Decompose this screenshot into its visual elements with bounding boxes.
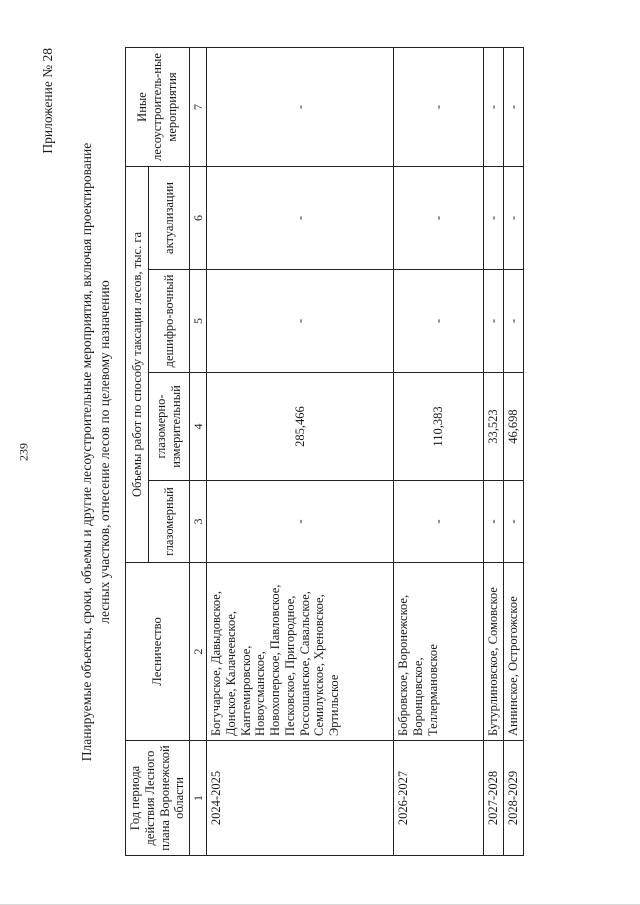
document-heading [78,42,113,862]
cell-actualization: - [394,166,484,269]
column-number: 7 [190,47,207,166]
header-year: Год периода действия Лесного плана Воронежской области [126,741,190,856]
column-numbers-row [190,47,207,855]
cell-visual: - [207,481,394,563]
cell-decoding: - [484,270,504,373]
heading-line-2: лесных участков, отнесение лесов по целевому назначению [96,280,112,624]
heading-line-1: Планируемые объекты, сроки, объемы и другие лесоустроительные мероприятия, включая проектирование [79,142,94,762]
table-row [207,47,394,855]
cell-other: - [394,47,484,166]
column-number: 3 [190,481,207,563]
cell-other: - [207,47,394,166]
column-number: 4 [190,373,207,481]
table-row [394,47,484,855]
cell-other: - [503,47,523,166]
table-row [503,47,523,855]
cell-year: 2024-2025 [207,741,394,856]
cell-actualization: - [484,166,504,269]
cell-actualization: - [207,166,394,269]
cell-visual: - [394,481,484,563]
column-number: 2 [190,563,207,741]
cell-year: 2026-2027 [394,741,484,856]
cell-decoding: - [207,270,394,373]
cell-forestry: Богучарское, Давыдовское, Донское, Калачеевское, Кантемировское, Новоусманское, Новохоперское, Павловское, Песковское, Пригородное, Россошанское, Савальское, Семилукское, Хреновское, Эртильское [207,563,394,741]
header-decoding: дешифро-вочный [149,270,190,373]
header-forestry: Лесничество [126,563,190,741]
page-number: 239 [16,443,31,461]
cell-year: 2028-2029 [503,741,523,856]
cell-decoding: - [503,270,523,373]
cell-actualization: - [503,166,523,269]
cell-visual: - [503,481,523,563]
column-number: 5 [190,270,207,373]
column-number: 6 [190,166,207,269]
table-row [484,47,504,855]
header-visual: глазомерный [149,481,190,563]
header-actualization: актуализации [149,166,190,269]
cell-other: - [484,47,504,166]
appendix-label: Приложение № 28 [40,48,55,154]
header-other-measures: Иные лесоустроитель-ные мероприятия [126,47,190,166]
rotated-page-content [40,22,600,882]
header-row-1 [126,47,149,855]
cell-forestry: Бутурлиновское, Сомовское [484,563,504,741]
cell-visual: - [484,481,504,563]
column-number: 1 [190,741,207,856]
cell-forestry: Аннинское, Острогожское [503,563,523,741]
header-visual-measuring: глазомерно-измерительный [149,373,190,481]
cell-year: 2027-2028 [484,741,504,856]
header-taxation-volumes: Объемы работ по способу таксации лесов, тыс. га [126,166,149,562]
cell-visual-measuring: 46,698 [503,373,523,481]
cell-forestry: Бобровское, Воронежское, Воронцовское, Теллермановское [394,563,484,741]
cell-decoding: - [394,270,484,373]
cell-visual-measuring: 285,466 [207,373,394,481]
cell-visual-measuring: 110,383 [394,373,484,481]
forest-inventory-table [125,47,524,856]
cell-visual-measuring: 33,523 [484,373,504,481]
